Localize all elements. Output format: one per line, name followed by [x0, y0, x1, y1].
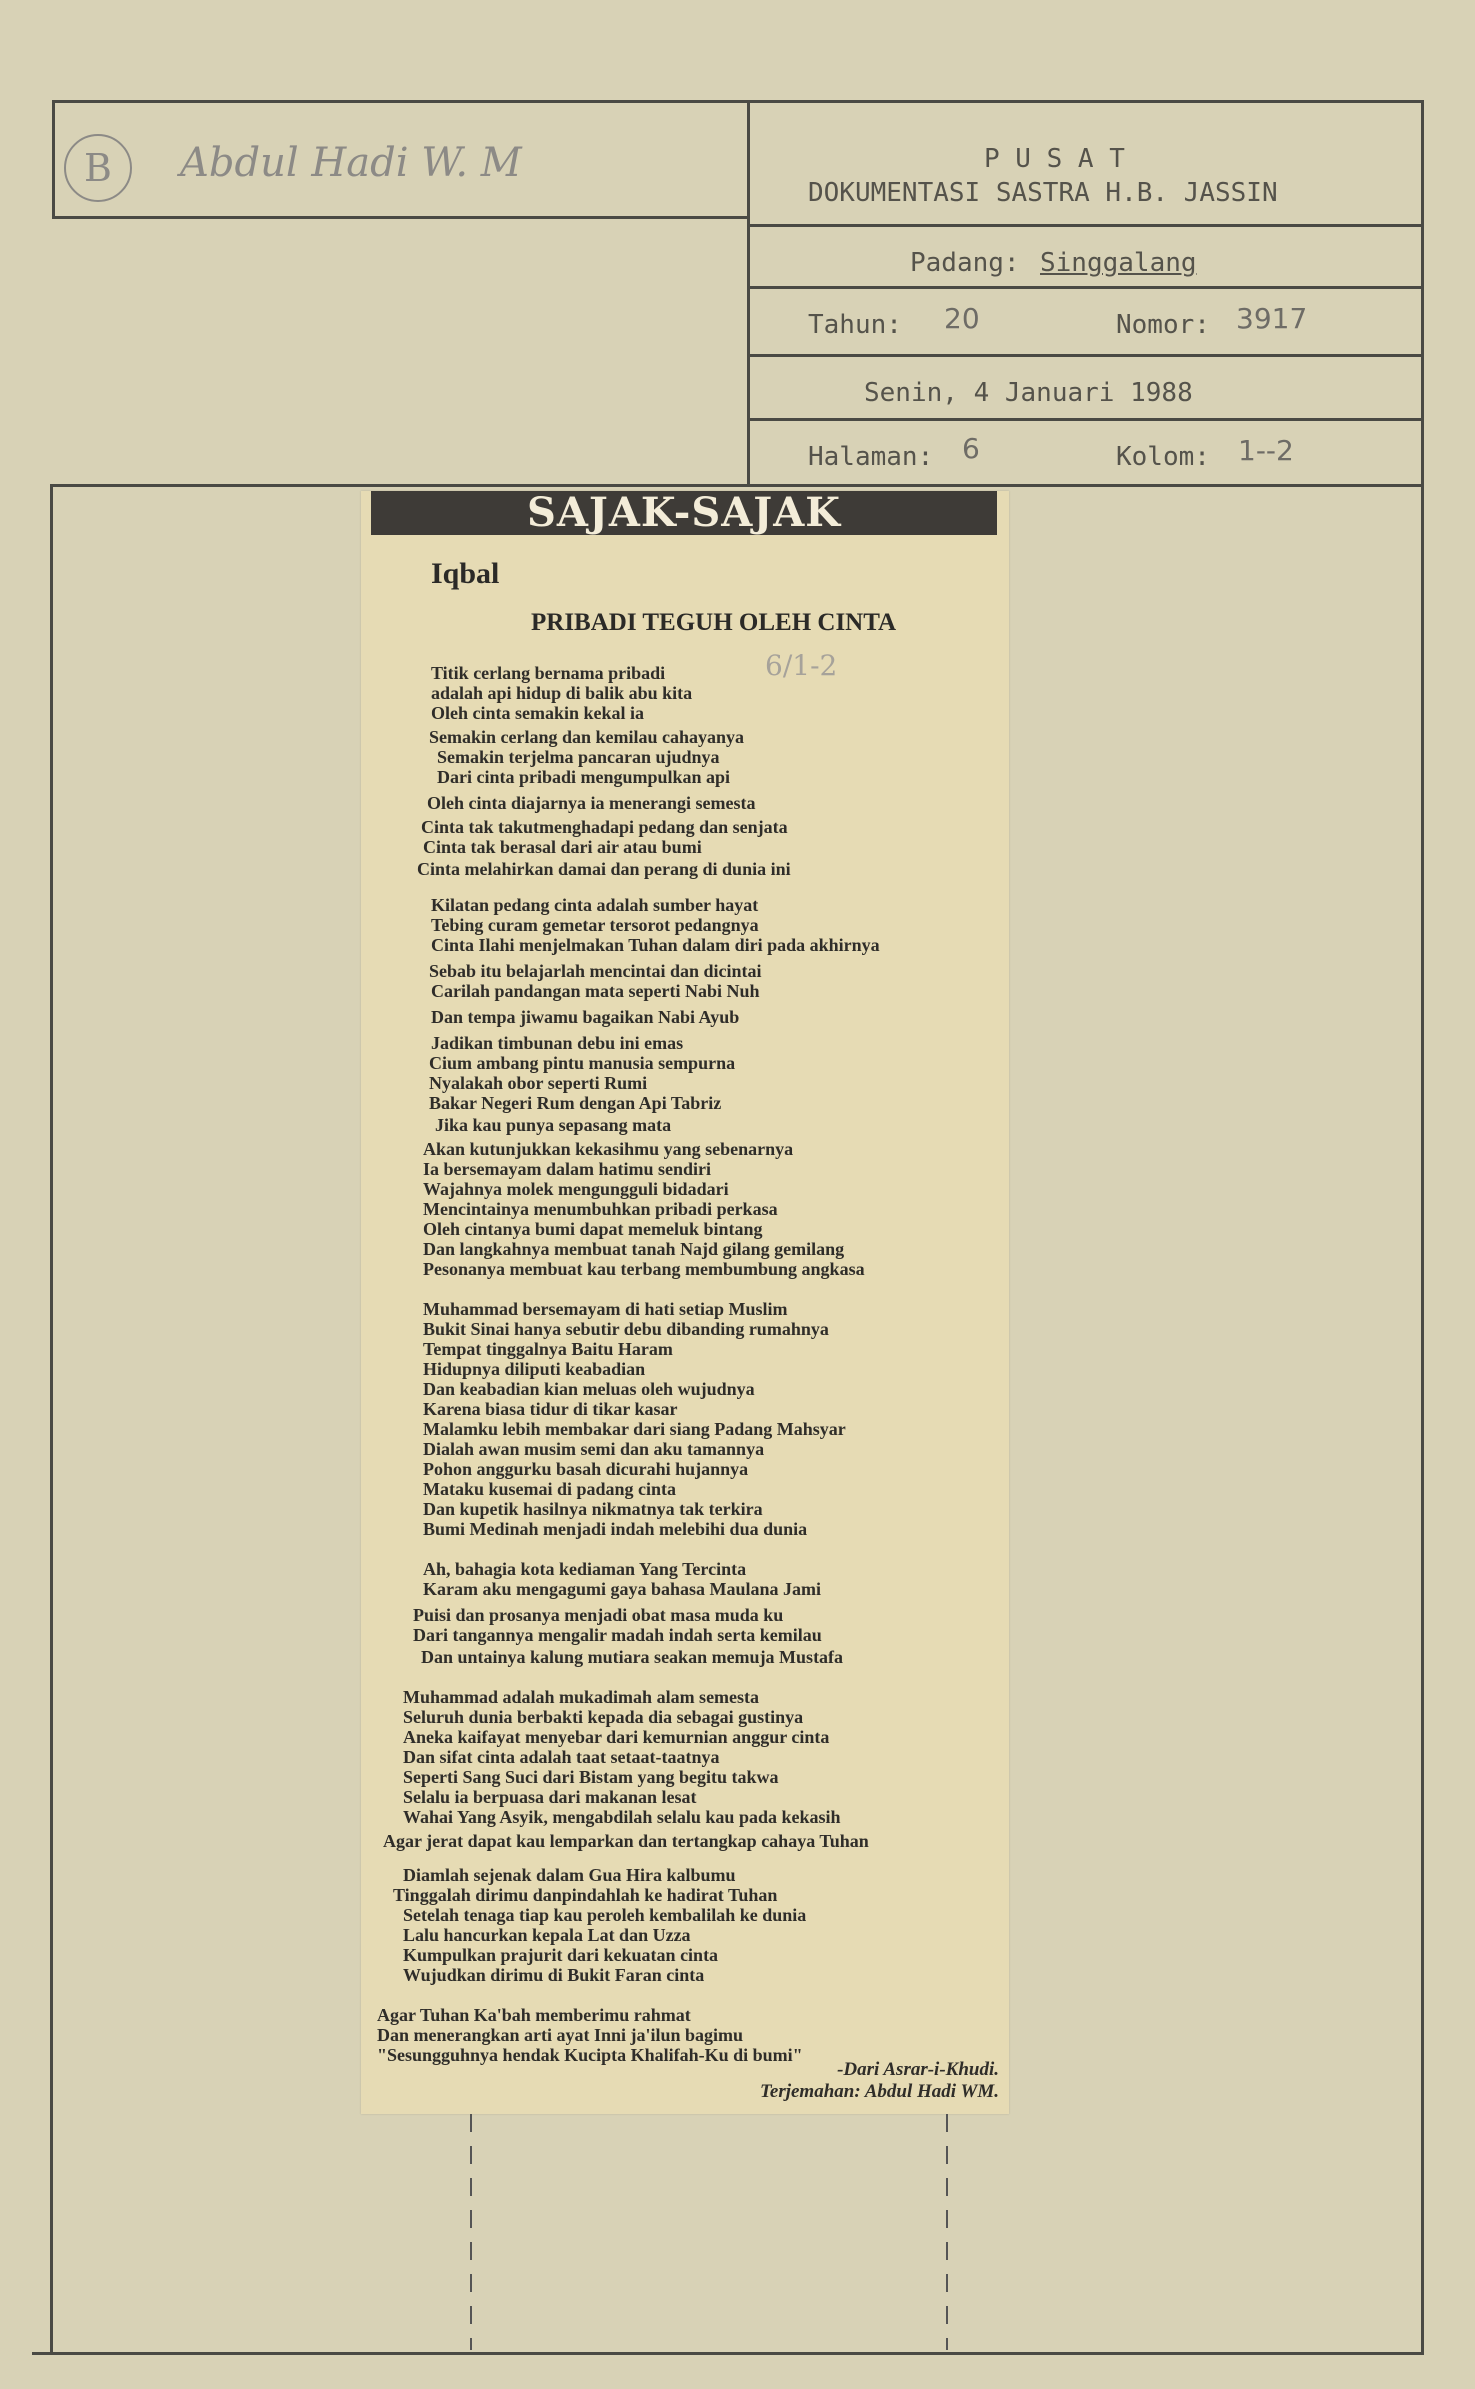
poem-line: Malamku lebih membakar dari siang Padang Mahsyar — [423, 1419, 846, 1439]
issue-date: Senin, 4 Januari 1988 — [864, 378, 1193, 408]
poem-line: Cinta Ilahi menjelmakan Tuhan dalam diri pada akhirnya — [431, 935, 880, 955]
poem-line: Diamlah sejenak dalam Gua Hira kalbumu — [403, 1865, 736, 1885]
frame-row2 — [747, 286, 1424, 289]
poem-line: Mencintainya menumbuhkan pribadi perkasa — [423, 1199, 778, 1219]
poem-line: Karena biasa tidur di tikar kasar — [423, 1399, 678, 1419]
poem-line: Ia bersemayam dalam hatimu sendiri — [423, 1159, 711, 1179]
catalog-mark-circle — [64, 134, 132, 202]
frame-left-upper — [52, 100, 55, 218]
poem-line: Puisi dan prosanya menjadi obat masa muda ku — [413, 1605, 784, 1625]
poem-line: Dari tangannya mengalir madah indah serta kemilau — [413, 1625, 822, 1645]
poem-line: Kumpulkan prajurit dari kekuatan cinta — [403, 1945, 719, 1965]
poem-line: Hidupnya diliputi keabadian — [423, 1359, 646, 1379]
newspaper-clipping — [361, 491, 1009, 2114]
poem-line: Bakar Negeri Rum dengan Api Tabriz — [429, 1093, 722, 1113]
newspaper-name: Singgalang — [1040, 248, 1197, 278]
poem-line: adalah api hidup di balik abu kita — [431, 683, 693, 703]
poem-line: Cinta melahirkan damai dan perang di dunia ini — [417, 859, 791, 879]
poem-line: Bumi Medinah menjadi indah melebihi dua dunia — [423, 1519, 808, 1539]
frame-header-bottom-left — [52, 216, 749, 219]
poem-line: Selalu ia berpuasa dari makanan lesat — [403, 1787, 697, 1807]
city-label: Padang: — [910, 248, 1020, 278]
poem-line: Dialah awan musim semi dan aku tamannya — [423, 1439, 765, 1459]
poem-line: Ah, bahagia kota kediaman Yang Tercinta — [423, 1559, 747, 1579]
poem-line: Seperti Sang Suci dari Bistam yang begitu takwa — [403, 1767, 779, 1787]
frame-header-divider — [747, 100, 750, 486]
poem-line: Bukit Sinai hanya sebutir debu dibanding rumahnya — [423, 1319, 829, 1339]
poem-line: Titik cerlang bernama pribadi — [431, 663, 666, 683]
poem-line: Pesonanya membuat kau terbang membumbung angkasa — [423, 1259, 865, 1279]
pencil-date-note: 6/1-2 — [765, 649, 838, 682]
poem-line: Dan sifat cinta adalah taat setaat-taatnya — [403, 1747, 720, 1767]
poem-line: Seluruh dunia berbakti kepada dia sebagai gustinya — [403, 1707, 804, 1727]
poem-line: Wajahnya molek mengungguli bidadari — [423, 1179, 729, 1199]
year-value: 20 — [944, 302, 980, 335]
catalog-mark: B — [84, 146, 112, 190]
poem-line: Lalu hancurkan kepala Lat dan Uzza — [403, 1925, 691, 1945]
page-label: Halaman: — [808, 442, 934, 472]
poem-line: Oleh cinta diajarnya ia menerangi semesta — [427, 793, 756, 813]
poem-line: Sebab itu belajarlah mencintai dan dicintai — [429, 961, 762, 981]
poem-translator: Terjemahan: Abdul Hadi WM. — [760, 2081, 999, 2102]
poem-line: Jika kau punya sepasang mata — [435, 1115, 672, 1135]
frame-content-top — [50, 484, 1424, 487]
poem-line: Karam aku mengagumi gaya bahasa Maulana Jami — [423, 1579, 822, 1599]
frame-top-line — [52, 100, 1424, 103]
poem-line: Jadikan timbunan debu ini emas — [431, 1033, 684, 1053]
column-value: 1--2 — [1238, 434, 1294, 467]
poem-line: Cium ambang pintu manusia sempurna — [429, 1053, 736, 1073]
frame-row1 — [747, 224, 1424, 227]
poem-line: Dan tempa jiwamu bagaikan Nabi Ayub — [431, 1007, 740, 1027]
poem-line: Mataku kusemai di padang cinta — [423, 1479, 677, 1499]
poem-line: Setelah tenaga tiap kau peroleh kembalilah ke dunia — [403, 1905, 807, 1925]
page-value: 6 — [962, 432, 980, 465]
institution-line1: P U S A T — [984, 144, 1125, 174]
frame-row4 — [747, 418, 1424, 421]
poem-line: Semakin terjelma pancaran ujudnya — [437, 747, 720, 767]
poem-line: Aneka kaifayat menyebar dari kemurnian anggur cinta — [403, 1727, 830, 1747]
poem-line: Muhammad bersemayam di hati setiap Muslim — [423, 1299, 788, 1319]
poem-line: Tempat tinggalnya Baitu Haram — [423, 1339, 673, 1359]
clipping-banner: SAJAK-SAJAK — [371, 491, 997, 535]
poem-line: Dan keabadian kian meluas oleh wujudnya — [423, 1379, 755, 1399]
poem-source: -Dari Asrar-i-Khudi. — [837, 2059, 999, 2080]
poem-line: Dari cinta pribadi mengumpulkan api — [437, 767, 731, 787]
poem-line: Akan kutunjukkan kekasihmu yang sebenarnya — [423, 1139, 794, 1159]
poem-line: Muhammad adalah mukadimah alam semesta — [403, 1687, 760, 1707]
frame-row3 — [747, 354, 1424, 357]
poem-line: "Sesungguhnya hendak Kucipta Khalifah-Ku di bumi" — [377, 2045, 803, 2065]
poem-line: Cinta tak takutmenghadapi pedang dan senjata — [421, 817, 788, 837]
author-handwritten: Abdul Hadi W. M — [180, 140, 522, 186]
fold-mark-right — [946, 2114, 948, 2350]
frame-left-lower — [50, 484, 53, 2354]
poem-line: Pohon anggurku basah dicurahi hujannya — [423, 1459, 749, 1479]
poem-title: PRIBADI TEGUH OLEH CINTA — [531, 609, 897, 636]
poem-line: Carilah pandangan mata seperti Nabi Nuh — [431, 981, 760, 1001]
number-label: Nomor: — [1116, 310, 1210, 340]
poem-line: Dan kupetik hasilnya nikmatnya tak terkira — [423, 1499, 763, 1519]
poem-line: Semakin cerlang dan kemilau cahayanya — [429, 727, 745, 747]
number-value: 3917 — [1236, 302, 1308, 335]
poem-line: Tebing curam gemetar tersorot pedangnya — [431, 915, 759, 935]
poem-line: Dan menerangkan arti ayat Inni ja'ilun bagimu — [377, 2025, 744, 2045]
column-label: Kolom: — [1116, 442, 1210, 472]
poem-line: Oleh cinta semakin kekal ia — [431, 703, 645, 723]
poem-line: Agar jerat dapat kau lemparkan dan tertangkap cahaya Tuhan — [383, 1831, 869, 1851]
poem-line: Tinggalah dirimu danpindahlah ke hadirat Tuhan — [393, 1885, 778, 1905]
poem-line: Nyalakah obor seperti Rumi — [429, 1073, 648, 1093]
year-label: Tahun: — [808, 310, 902, 340]
fold-mark-left — [470, 2114, 472, 2350]
poem-line: Wujudkan dirimu di Bukit Faran cinta — [403, 1965, 705, 1985]
poem-line: Oleh cintanya bumi dapat memeluk bintang — [423, 1219, 763, 1239]
poem-line: Dan untainya kalung mutiara seakan memuja Mustafa — [421, 1647, 844, 1667]
frame-bottom-line — [32, 2352, 1424, 2355]
poem-line: Kilatan pedang cinta adalah sumber hayat — [431, 895, 759, 915]
poem-author: Iqbal — [431, 557, 500, 590]
poem-line: Wahai Yang Asyik, mengabdilah selalu kau pada kekasih — [403, 1807, 841, 1827]
frame-right-line — [1421, 100, 1424, 2355]
poem-line: Cinta tak berasal dari air atau bumi — [423, 837, 702, 857]
poem-line: Dan langkahnya membuat tanah Najd gilang gemilang — [423, 1239, 845, 1259]
institution-line2: DOKUMENTASI SASTRA H.B. JASSIN — [808, 178, 1278, 208]
poem-line: Agar Tuhan Ka'bah memberimu rahmat — [377, 2005, 691, 2025]
